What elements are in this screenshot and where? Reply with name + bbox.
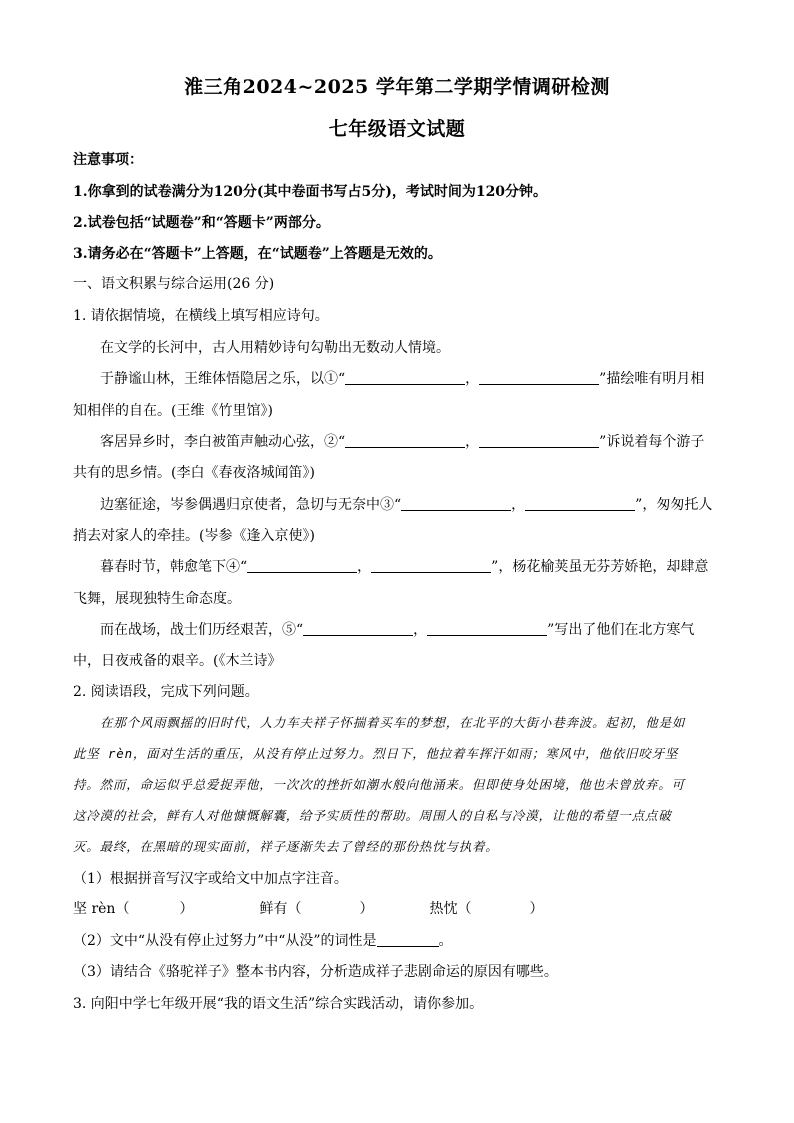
q1-text: ”写出了他们在北方寒气 xyxy=(547,622,695,638)
q2-sub1-answers xyxy=(73,899,723,919)
q3-stem: 3. 向阳中学七年级开展“我的语文生活”综合实践活动，请你参加。 xyxy=(73,996,484,1012)
q1-blank-1-line xyxy=(100,369,720,389)
q1-text: 中，日夜戒备的艰辛。(《木兰诗》 xyxy=(73,653,282,669)
q1-text: 边塞征途，岑参偶遇归京使者，急切与无奈中③“ xyxy=(100,497,402,513)
comma: ， xyxy=(465,434,480,450)
q1-blank-2-line xyxy=(100,432,720,452)
answer-blank[interactable] xyxy=(427,621,547,636)
q1-text: 客居异乡时，李白被笛声触动心弦，②“ xyxy=(100,434,346,450)
period: 。 xyxy=(438,933,453,949)
pinyin-item: 坚 rèn（ xyxy=(73,901,130,917)
answer-blank[interactable] xyxy=(371,558,491,573)
answer-blank[interactable] xyxy=(479,370,599,385)
notice-heading: 注意事项： xyxy=(73,152,143,168)
q1-blank-5-line xyxy=(100,620,720,640)
q1-stem: 1. 请依据情境，在横线上填写相应诗句。 xyxy=(73,308,329,324)
q1-text: 捎去对家人的牵挂。(岑参《逢入京使》) xyxy=(73,528,315,544)
q2-stem: 2. 阅读语段，完成下列问题。 xyxy=(73,684,259,700)
q2-sub1: （1）根据拼音写汉字或给文中加点字注音。 xyxy=(73,871,348,887)
notice-item-2: 2.试卷包括“试题卷”和“答题卡”两部分。 xyxy=(73,215,330,231)
answer-blank[interactable] xyxy=(377,932,439,947)
pinyin-item: 鲜有（ xyxy=(259,901,302,917)
q1-text: ”，杨花榆荚虽无芬芳娇艳，却肆意 xyxy=(491,559,709,575)
pinyin-item: 热忱（ xyxy=(429,901,472,917)
q1-blank-3-line xyxy=(100,495,720,515)
q1-text: 飞舞，展现独特生命态度。 xyxy=(73,591,241,607)
comma: ， xyxy=(413,622,428,638)
section-heading: 一、语文积累与综合运用(26 分) xyxy=(73,276,275,292)
passage-line: 灭。最终，在黑暗的现实面前，祥子逐渐失去了曾经的那份热忱与执着。 xyxy=(73,839,499,854)
bracket: ） xyxy=(359,901,374,917)
answer-blank[interactable] xyxy=(401,496,511,511)
comma: ， xyxy=(357,559,372,575)
q1-text: ”描绘唯有明月相 xyxy=(599,371,705,387)
exam-subtitle: 七年级语文试题 xyxy=(328,118,466,140)
q1-text: 于静谧山林，王维体悟隐居之乐，以①“ xyxy=(100,371,346,387)
answer-blank[interactable] xyxy=(303,621,413,636)
q1-intro: 在文学的长河中，古人用精妙诗句勾勒出无数动人情境。 xyxy=(100,340,450,356)
q2-sub3: （3）请结合《骆驼祥子》整本书内容，分析造成祥子悲剧命运的原因有哪些。 xyxy=(73,964,558,980)
passage-line: 此坚 rèn，面对生活的重压，从没有停止过努力。烈日下，他拉着车挥汗如雨；寒风中，他依旧咬牙坚 xyxy=(73,746,679,761)
q1-text: ”诉说着每个游子 xyxy=(599,434,705,450)
answer-blank[interactable] xyxy=(479,433,599,448)
q2-sub2-text: （2）文中“从没有停止过努力”中“从没”的词性是 xyxy=(73,933,377,949)
comma: ， xyxy=(511,497,526,513)
answer-blank[interactable] xyxy=(345,370,465,385)
q1-text: 而在战场，战士们历经艰苦，⑤“ xyxy=(100,622,304,638)
notice-item-1: 1.你拿到的试卷满分为120分(其中卷面书写占5分)，考试时间为120分钟。 xyxy=(73,184,548,200)
answer-blank[interactable] xyxy=(345,433,465,448)
notice-item-3: 3.请务必在“答题卡”上答题，在“试题卷”上答题是无效的。 xyxy=(73,246,442,262)
q2-sub2 xyxy=(73,931,723,951)
answer-blank[interactable] xyxy=(525,496,635,511)
comma: ， xyxy=(465,371,480,387)
bracket: ） xyxy=(529,901,544,917)
bracket: ） xyxy=(179,901,194,917)
q1-text: 知相伴的自在。(王维《竹里馆》) xyxy=(73,403,273,419)
q1-blank-4-line xyxy=(100,557,720,577)
passage-line: 持。然而，命运似乎总爱捉弄他，一次次的挫折如潮水般向他涌来。但即使身处困境，他也未曾放弃。可 xyxy=(73,777,685,792)
passage-line: 在那个风雨飘摇的旧时代，人力车夫祥子怀揣着买车的梦想，在北平的大街小巷奔波。起初，他是如 xyxy=(100,715,686,730)
q1-text: ”，匆匆托人 xyxy=(635,497,713,513)
q1-text: 暮春时节，韩愈笔下④“ xyxy=(100,559,248,575)
q1-text: 共有的思乡情。(李白《春夜洛城闻笛》) xyxy=(73,465,315,481)
exam-title: 淮三角2024~2025 学年第二学期学情调研检测 xyxy=(184,76,610,98)
passage-line: 这冷漠的社会，鲜有人对他慷慨解囊，给予实质性的帮助。周围人的自私与冷漠，让他的希望一点点破 xyxy=(73,808,672,823)
answer-blank[interactable] xyxy=(247,558,357,573)
